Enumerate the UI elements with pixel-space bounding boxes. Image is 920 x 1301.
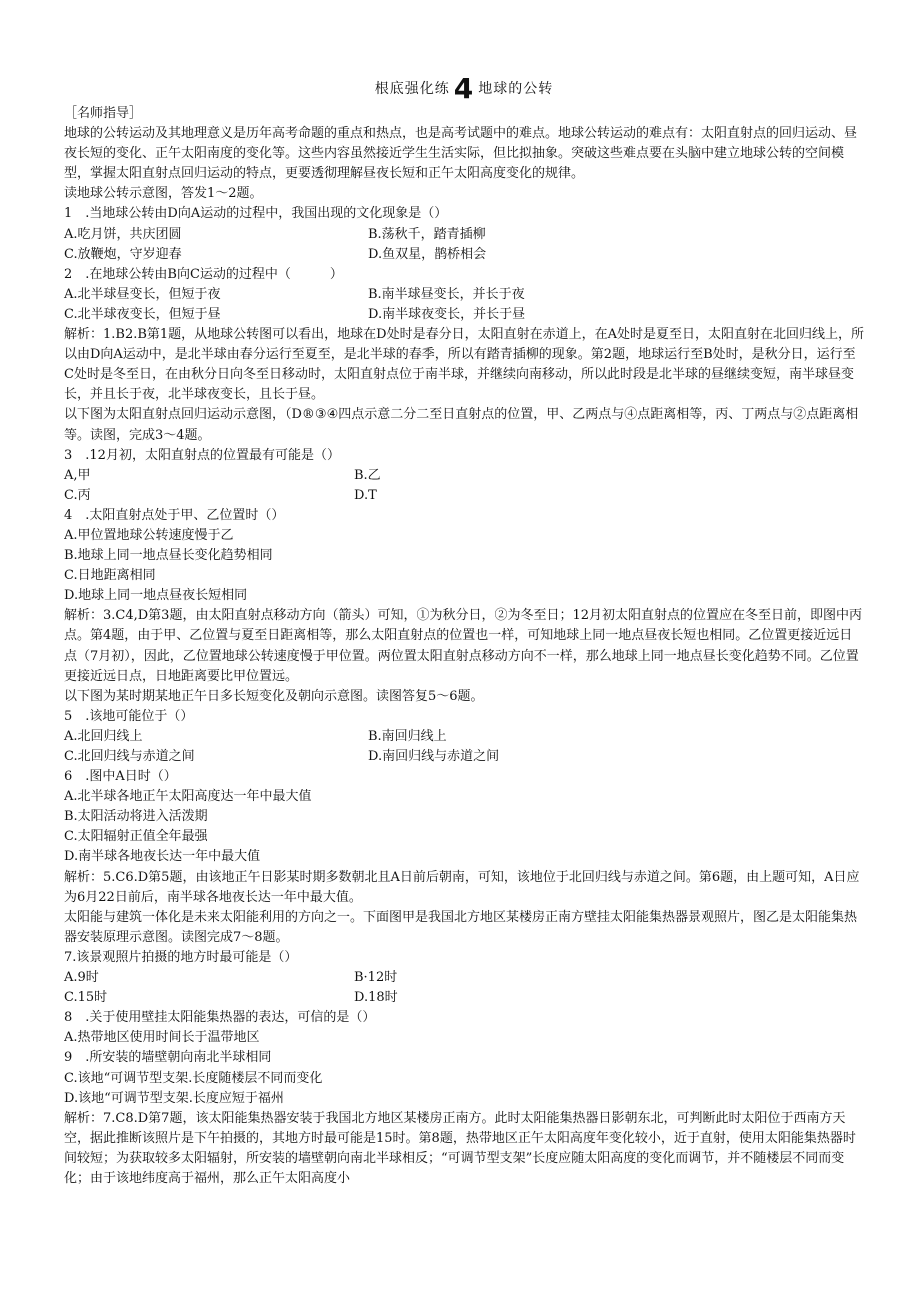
q5-option-d: D.南回归线与赤道之间: [368, 749, 500, 764]
document-page: [64, 74, 864, 1189]
q1-option-c: C.放鞭炮，守岁迎春: [64, 246, 182, 262]
q3-option-d: D.T: [354, 487, 377, 503]
q4-option-d: D.地球上同一地点昼夜长短相同: [64, 588, 248, 604]
q3-stem: 3 .12月初，太阳直射点的位置最有可能是（）: [64, 447, 340, 463]
q6-stem: 6 .图中A日时（）: [64, 769, 177, 785]
q7-option-d: D.18时: [354, 990, 398, 1006]
q4-option-a: A.甲位置地球公转速度慢于乙: [64, 527, 234, 543]
q1-option-d: D.鱼双星，鹊桥相会: [368, 246, 487, 262]
answer-q3-4: 解析：3.C4,D第3题，由太阳直射点移动方向（箭头）可知，①为秋分日，②为冬至日；12月初太阳直射点的位置应在冬至日前，即图中丙点。第4题，由于甲、乙位置与夏至日距离相等，那么太阳直射点的位置也一样，可知地球上同一地点昼夜长短也相同。乙位置更接近远日点（7月初），因此，乙位置地球公转速度慢于甲位置。两位置太阳直射点移动方向不一样，那么地球上同一地点昼长变化趋势不同。乙位置更接近远日点，日地距离要比甲位置远。: [64, 608, 862, 684]
teacher-heading: ［名师指导］: [64, 106, 143, 121]
q8-stem: 8 .关于使用壁挂太阳能集热器的表达，可信的是（）: [64, 1010, 376, 1026]
q7-stem: 7.该景观照片拍摄的地方时最可能是（）: [64, 949, 298, 965]
intro-q7-8: 太阳能与建筑一体化是未来太阳能利用的方向之一。下面图甲是我国北方地区某楼房正南方壁挂太阳能集热器景观照片，图乙是太阳能集热器安装原理示意图。读图完成7～8题。: [64, 909, 858, 945]
q5-stem: 5 .该地可能位于（）: [64, 708, 194, 724]
page-title: [64, 74, 864, 104]
q7-option-a: A.9时: [64, 970, 99, 986]
q6-option-d: D.南半球各地夜长达一年中最大值: [64, 849, 261, 865]
q2-option-a: A.北半球昼变长，但短于夜: [64, 286, 221, 302]
q3-options-row2: [64, 486, 864, 506]
q1-options-row2: [64, 245, 864, 265]
q1-stem: 1 .当地球公转由D向A运动的过程中，我国出现的文化现象是（）: [64, 206, 448, 222]
q7-option-c: C.15时: [64, 990, 108, 1006]
q2-option-c: C.北半球夜变长，但短于昼: [64, 306, 221, 322]
q4-stem: 4 .太阳直射点处于甲、乙位置时（）: [64, 507, 285, 523]
q1-options-row1: [64, 225, 864, 245]
q2-options-row2: [64, 305, 864, 325]
q3-option-c: C.丙: [64, 487, 91, 503]
q4-option-c: C.日地距离相同: [64, 568, 156, 584]
title-suffix: 地球的公转: [478, 81, 554, 97]
intro-q3-4: 以下图为太阳直射点回归运动示意图，（D®③④四点示意二分二至日直射点的位置，甲、乙两点与④点距离相等，丙、丁两点与②点距离相等。读图，完成3～4题。: [64, 407, 859, 443]
q8-option-b: 9 .所安装的墙壁朝向南北半球相同: [64, 1050, 272, 1066]
answer-q1-2: 解析：1.B2.B第1题，从地球公转图可以看出，地球在D处时是春分日，太阳直射在赤道上，在A处时是夏至日，太阳直射在北回归线上，所以由D向A运动中，是北半球由春分运行至夏至，是北半球的春季，所以有踏青插柳的现象。第2题，地球运行至B处时，是秋分日，运行至C处时是冬至日，在由秋分日向冬至日移动时，太阳直射点位于南半球，并继续向南移动，所以此时段是北半球的昼继续变短，南半球昼变长，并且长于夜，北半球夜变长，且长于昼。: [64, 327, 864, 403]
q5-option-a: A.北回归线上: [64, 728, 143, 744]
q7-options-row2: [64, 988, 864, 1008]
q5-options-row1: [64, 727, 864, 747]
q5-options-row2: [64, 747, 864, 767]
q4-option-b: B.地球上同一地点昼长变化趋势相同: [64, 548, 273, 564]
q6-option-a: A.北半球各地正午太阳高度达一年中最大值: [64, 789, 312, 805]
title-number: 4: [453, 72, 475, 105]
q1-option-b: B.荡秋千，踏青插柳: [368, 226, 486, 242]
answer-q7-8: 解析：7.C8.D第7题，该太阳能集热器安装于我国北方地区某楼房正南方。此时太阳能集热器日影朝东北，可判断此时太阳位于西南方天空，据此推断该照片是下午拍摄的，其地方时最可能是15时。第8题，热带地区正午太阳高度年变化较小，近于直射，使用太阳能集热器时间较短；为获取较多太阳辐射，所安装的墙壁朝向南北半球相反；“可调节型支架”长度应随太阳高度的变化而调节，并不随楼层不同而变化；由于该地纬度高于福州，那么正午太阳高度小: [64, 1110, 856, 1186]
q1-option-a: A.吃月饼，共庆团圆: [64, 226, 182, 242]
teacher-paragraph: 地球的公转运动及其地理意义是历年高考命题的重点和热点，也是高考试题中的难点。地球公转运动的难点有：太阳直射点的回归运动、昼夜长短的变化、正午太阳南度的变化等。这些内容虽然接近学生生活实际，但比拟抽象。突破这些难点要在头脑中建立地球公转的空间模型，掌握太阳直射点回归运动的特点，更要透彻理解昼夜长短和正午太阳高度变化的规律。: [64, 126, 858, 182]
q6-option-c: C.太阳辐射正值全年最强: [64, 829, 208, 845]
answer-q5-6: 解析：5.C6.D第5题，由该地正午日影某时期多数朝北且A日前后朝南，可知，该地位于北回归线与赤道之间。第6题，由上题可知，A日应为6月22日前后，南半球各地夜长达一年中最大值。: [64, 869, 860, 905]
q8-option-a: A.热带地区使用时间长于温带地区: [64, 1030, 260, 1046]
title-prefix: 根底强化练: [374, 81, 450, 97]
q8-option-c: C.该地“可调节型支架.长度随楼层不同而变化: [64, 1070, 323, 1086]
q5-option-c: C.北回归线与赤道之间: [64, 749, 195, 764]
intro-q1-2: 读地球公转示意图，答发1～2题。: [64, 186, 263, 202]
q5-option-b: B.南回归线上: [368, 728, 447, 744]
q7-options-row1: [64, 968, 864, 988]
intro-q5-6: 以下图为某时期某地正午日多长短变化及朝向示意图。读图答复5～6题。: [64, 688, 484, 704]
q8-option-d: D.该地“可调节型支架.长度应短于福州: [64, 1090, 284, 1106]
q2-option-b: B.南半球昼变长，并长于夜: [368, 286, 525, 302]
q2-option-d: D.南半球夜变长，并长于昼: [368, 306, 526, 322]
q3-options-row1: [64, 466, 864, 486]
q7-option-b: B·12时: [354, 970, 398, 986]
q3-option-b: B.乙: [354, 467, 381, 483]
q6-option-b: B.太阳活动将进入活泼期: [64, 809, 208, 825]
q2-stem: 2 .在地球公转由B向C运动的过程中（ ）: [64, 266, 343, 282]
q3-option-a: A,甲: [64, 467, 91, 483]
q2-options-row1: [64, 285, 864, 305]
